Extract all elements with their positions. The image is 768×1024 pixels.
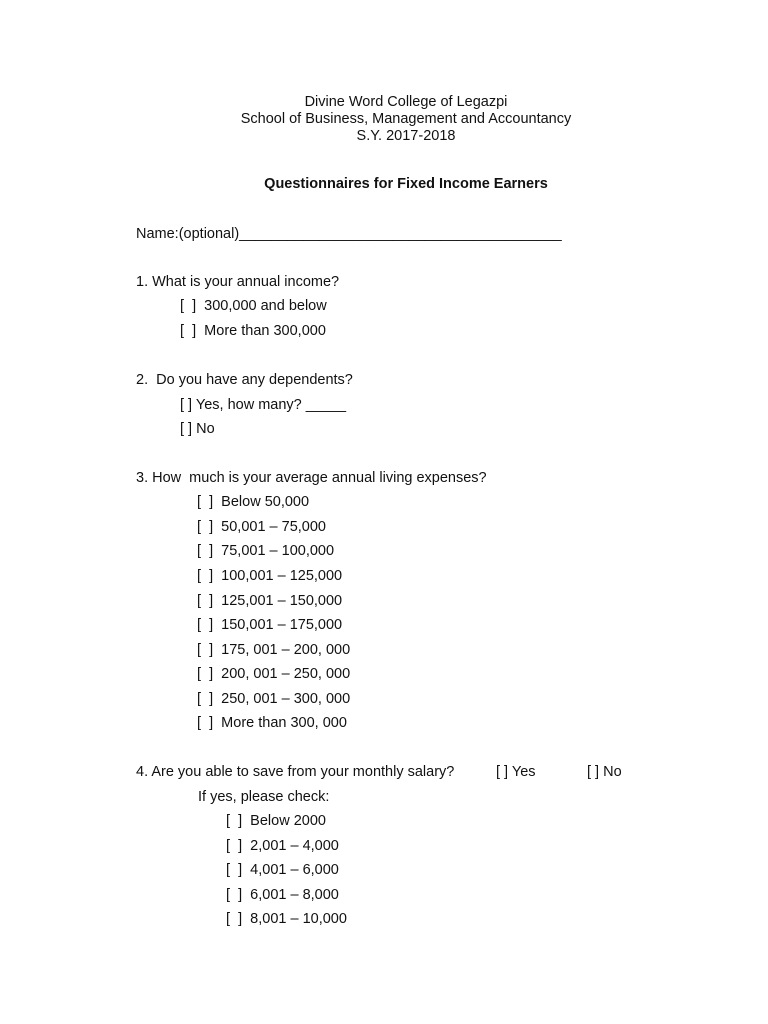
q3-option-4[interactable]: [ ] 100,001 – 125,000 bbox=[197, 568, 343, 584]
q3-option-9[interactable]: [ ] 250, 001 – 300, 000 bbox=[197, 691, 351, 707]
q4-option-1[interactable]: [ ] Below 2000 bbox=[226, 813, 326, 829]
q3-option-10[interactable]: [ ] More than 300, 000 bbox=[197, 715, 347, 731]
q3-option-3[interactable]: [ ] 75,001 – 100,000 bbox=[197, 543, 335, 559]
q4-option-2[interactable]: [ ] 2,001 – 4,000 bbox=[226, 838, 339, 854]
question-4: 4. Are you able to save from your monthly salary? bbox=[136, 764, 455, 780]
question-1: 1. What is your annual income? bbox=[136, 274, 340, 290]
q3-option-7[interactable]: [ ] 175, 001 – 200, 000 bbox=[197, 642, 351, 658]
school-name: School of Business, Management and Accountancy bbox=[240, 111, 572, 127]
q3-option-2[interactable]: [ ] 50,001 – 75,000 bbox=[197, 519, 326, 535]
q2-option-no[interactable]: [ ] No bbox=[180, 421, 215, 437]
q4-followup: If yes, please check: bbox=[198, 789, 330, 805]
q1-option-1[interactable]: [ ] 300,000 and below bbox=[180, 298, 327, 314]
school-year: S.Y. 2017-2018 bbox=[356, 128, 456, 144]
q3-option-1[interactable]: [ ] Below 50,000 bbox=[197, 494, 310, 510]
question-2: 2. Do you have any dependents? bbox=[136, 372, 353, 388]
name-field[interactable]: Name:(optional)________________________________________ bbox=[136, 226, 562, 242]
q4-option-3[interactable]: [ ] 4,001 – 6,000 bbox=[226, 862, 339, 878]
q4-option-4[interactable]: [ ] 6,001 – 8,000 bbox=[226, 887, 339, 903]
q1-option-2[interactable]: [ ] More than 300,000 bbox=[180, 323, 326, 339]
q2-option-yes[interactable]: [ ] Yes, how many? _____ bbox=[180, 397, 347, 413]
college-name: Divine Word College of Legazpi bbox=[304, 94, 508, 110]
q3-option-5[interactable]: [ ] 125,001 – 150,000 bbox=[197, 593, 343, 609]
q4-option-yes[interactable]: [ ] Yes bbox=[496, 764, 536, 780]
q3-option-8[interactable]: [ ] 200, 001 – 250, 000 bbox=[197, 666, 351, 682]
questionnaire-title: Questionnaires for Fixed Income Earners bbox=[264, 176, 548, 192]
question-3: 3. How much is your average annual living expenses? bbox=[136, 470, 487, 486]
q3-option-6[interactable]: [ ] 150,001 – 175,000 bbox=[197, 617, 343, 633]
q4-option-no[interactable]: [ ] No bbox=[587, 764, 622, 780]
q4-option-5[interactable]: [ ] 8,001 – 10,000 bbox=[226, 911, 347, 927]
